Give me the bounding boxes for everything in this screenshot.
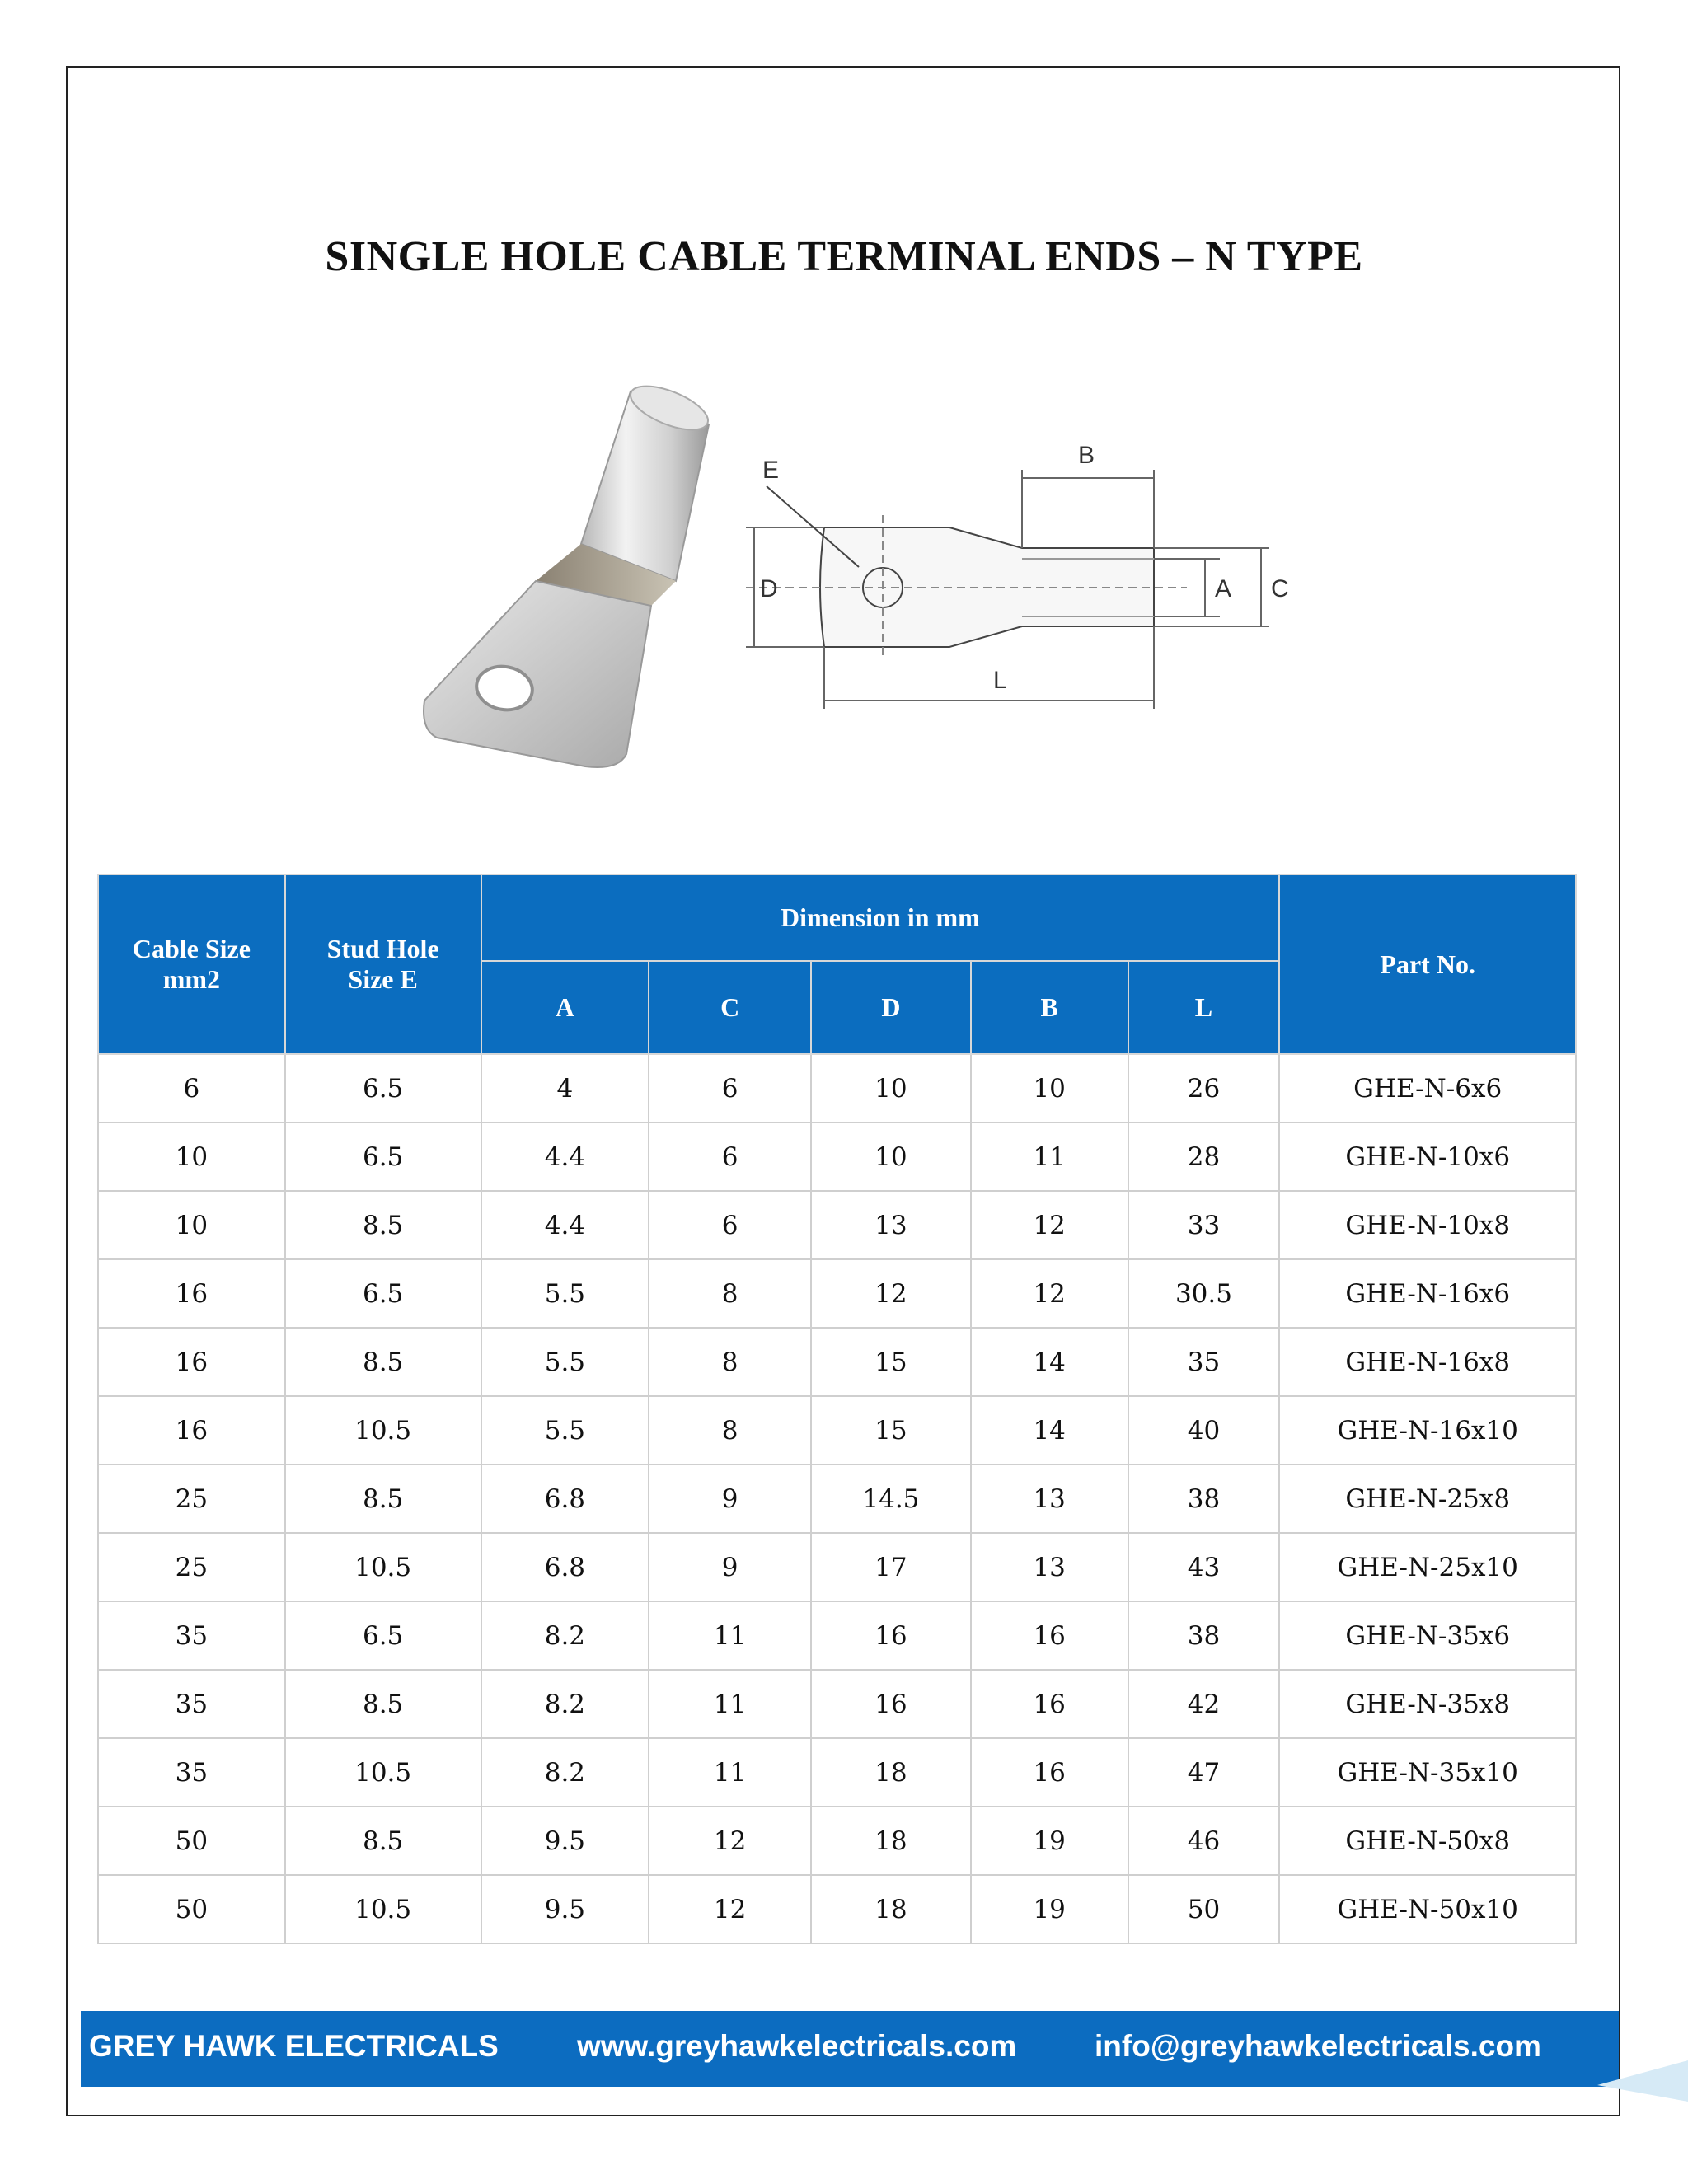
cell-dim-d: 18 xyxy=(811,1875,971,1943)
cell-dim-l: 50 xyxy=(1128,1875,1280,1943)
cell-dim-d: 15 xyxy=(811,1328,971,1396)
cell-dim-b: 19 xyxy=(971,1807,1128,1875)
table-body xyxy=(98,1054,1576,1943)
cell-part-no: GHE-N-16x8 xyxy=(1279,1328,1576,1396)
cell-cable-size: 35 xyxy=(98,1670,285,1738)
cell-dim-d: 16 xyxy=(811,1601,971,1670)
header-dimension-group: Dimension in mm xyxy=(481,874,1280,961)
cell-dim-a: 5.5 xyxy=(481,1259,649,1328)
cell-stud-hole: 6.5 xyxy=(285,1601,481,1670)
cell-dim-a: 8.2 xyxy=(481,1738,649,1807)
cell-dim-a: 4 xyxy=(481,1054,649,1122)
cell-dim-d: 18 xyxy=(811,1738,971,1807)
cell-dim-l: 43 xyxy=(1128,1533,1280,1601)
cell-cable-size: 50 xyxy=(98,1807,285,1875)
corner-decoration xyxy=(1597,2060,1688,2135)
cell-dim-l: 28 xyxy=(1128,1122,1280,1191)
cell-dim-b: 14 xyxy=(971,1328,1128,1396)
cell-dim-b: 19 xyxy=(971,1875,1128,1943)
cable-lug-photo xyxy=(404,375,734,771)
cell-dim-c: 11 xyxy=(649,1738,811,1807)
cell-part-no: GHE-N-50x10 xyxy=(1279,1875,1576,1943)
label-l: L xyxy=(993,667,1007,694)
header-dim-c: C xyxy=(649,961,811,1054)
page-title: SINGLE HOLE CABLE TERMINAL ENDS – N TYPE xyxy=(325,233,1363,280)
cell-stud-hole: 6.5 xyxy=(285,1259,481,1328)
cell-dim-b: 16 xyxy=(971,1601,1128,1670)
table-row xyxy=(98,1875,1576,1943)
cell-part-no: GHE-N-25x8 xyxy=(1279,1465,1576,1533)
cell-dim-c: 9 xyxy=(649,1533,811,1601)
cell-dim-d: 14.5 xyxy=(811,1465,971,1533)
cell-dim-d: 10 xyxy=(811,1054,971,1122)
cell-dim-b: 13 xyxy=(971,1533,1128,1601)
cell-dim-c: 12 xyxy=(649,1807,811,1875)
cell-stud-hole: 8.5 xyxy=(285,1191,481,1259)
cell-dim-b: 11 xyxy=(971,1122,1128,1191)
header-cable-size: Cable Size mm2 xyxy=(98,874,285,1054)
cell-cable-size: 25 xyxy=(98,1533,285,1601)
table-row xyxy=(98,1191,1576,1259)
cell-dim-a: 4.4 xyxy=(481,1191,649,1259)
cell-dim-a: 8.2 xyxy=(481,1670,649,1738)
cell-dim-d: 10 xyxy=(811,1122,971,1191)
footer-email[interactable]: info@greyhawkelectricals.com xyxy=(1095,2029,1541,2063)
cell-part-no: GHE-N-35x8 xyxy=(1279,1670,1576,1738)
cell-dim-l: 33 xyxy=(1128,1191,1280,1259)
cell-part-no: GHE-N-25x10 xyxy=(1279,1533,1576,1601)
cell-dim-a: 8.2 xyxy=(481,1601,649,1670)
cell-stud-hole: 10.5 xyxy=(285,1533,481,1601)
table-row xyxy=(98,1670,1576,1738)
table-row xyxy=(98,1533,1576,1601)
cell-part-no: GHE-N-35x10 xyxy=(1279,1738,1576,1807)
cell-part-no: GHE-N-35x6 xyxy=(1279,1601,1576,1670)
cell-part-no: GHE-N-10x6 xyxy=(1279,1122,1576,1191)
spec-table xyxy=(97,874,1577,1944)
cell-dim-l: 40 xyxy=(1128,1396,1280,1465)
cell-cable-size: 10 xyxy=(98,1122,285,1191)
cell-dim-c: 6 xyxy=(649,1122,811,1191)
cell-dim-b: 16 xyxy=(971,1738,1128,1807)
cell-dim-b: 10 xyxy=(971,1054,1128,1122)
label-a: A xyxy=(1215,575,1232,602)
cell-dim-d: 16 xyxy=(811,1670,971,1738)
footer-company: GREY HAWK ELECTRICALS xyxy=(89,2029,499,2063)
header-part-no: Part No. xyxy=(1279,874,1576,1054)
cell-cable-size: 16 xyxy=(98,1328,285,1396)
table-row xyxy=(98,1465,1576,1533)
cell-dim-l: 38 xyxy=(1128,1601,1280,1670)
table-row xyxy=(98,1396,1576,1465)
cell-dim-c: 8 xyxy=(649,1259,811,1328)
cell-part-no: GHE-N-16x6 xyxy=(1279,1259,1576,1328)
label-d: D xyxy=(760,575,778,602)
cell-dim-a: 6.8 xyxy=(481,1465,649,1533)
cell-dim-l: 47 xyxy=(1128,1738,1280,1807)
cell-cable-size: 6 xyxy=(98,1054,285,1122)
cell-cable-size: 25 xyxy=(98,1465,285,1533)
header-stud-hole: Stud Hole Size E xyxy=(285,874,481,1054)
cell-dim-a: 6.8 xyxy=(481,1533,649,1601)
cell-dim-c: 9 xyxy=(649,1465,811,1533)
cell-dim-a: 9.5 xyxy=(481,1875,649,1943)
cell-part-no: GHE-N-50x8 xyxy=(1279,1807,1576,1875)
label-e: E xyxy=(762,457,780,484)
cell-stud-hole: 8.5 xyxy=(285,1328,481,1396)
table-row xyxy=(98,1122,1576,1191)
table-row xyxy=(98,1054,1576,1122)
cell-dim-d: 12 xyxy=(811,1259,971,1328)
cell-dim-l: 30.5 xyxy=(1128,1259,1280,1328)
cell-dim-c: 6 xyxy=(649,1191,811,1259)
table-row xyxy=(98,1259,1576,1328)
cell-dim-b: 14 xyxy=(971,1396,1128,1465)
header-dim-l: L xyxy=(1128,961,1280,1054)
cell-stud-hole: 10.5 xyxy=(285,1396,481,1465)
cell-cable-size: 35 xyxy=(98,1738,285,1807)
cell-dim-d: 17 xyxy=(811,1533,971,1601)
cell-cable-size: 16 xyxy=(98,1396,285,1465)
footer-website[interactable]: www.greyhawkelectricals.com xyxy=(577,2029,1017,2063)
table-row xyxy=(98,1328,1576,1396)
cell-part-no: GHE-N-10x8 xyxy=(1279,1191,1576,1259)
table-row xyxy=(98,1738,1576,1807)
dimension-diagram xyxy=(725,437,1302,725)
cell-cable-size: 50 xyxy=(98,1875,285,1943)
table-row xyxy=(98,1807,1576,1875)
cell-dim-l: 42 xyxy=(1128,1670,1280,1738)
cell-dim-l: 26 xyxy=(1128,1054,1280,1122)
cell-dim-d: 15 xyxy=(811,1396,971,1465)
cell-stud-hole: 10.5 xyxy=(285,1738,481,1807)
cell-stud-hole: 8.5 xyxy=(285,1670,481,1738)
cell-dim-c: 6 xyxy=(649,1054,811,1122)
cell-dim-d: 18 xyxy=(811,1807,971,1875)
cell-dim-l: 38 xyxy=(1128,1465,1280,1533)
cell-cable-size: 10 xyxy=(98,1191,285,1259)
cell-dim-c: 11 xyxy=(649,1601,811,1670)
cell-dim-a: 9.5 xyxy=(481,1807,649,1875)
cell-dim-c: 12 xyxy=(649,1875,811,1943)
cell-dim-b: 13 xyxy=(971,1465,1128,1533)
cell-dim-b: 12 xyxy=(971,1259,1128,1328)
cell-cable-size: 35 xyxy=(98,1601,285,1670)
cell-part-no: GHE-N-16x10 xyxy=(1279,1396,1576,1465)
footer-bar xyxy=(81,2011,1619,2087)
cell-dim-c: 11 xyxy=(649,1670,811,1738)
header-dim-b: B xyxy=(971,961,1128,1054)
cell-dim-a: 5.5 xyxy=(481,1396,649,1465)
cell-dim-a: 5.5 xyxy=(481,1328,649,1396)
header-dim-a: A xyxy=(481,961,649,1054)
cell-dim-l: 46 xyxy=(1128,1807,1280,1875)
cell-stud-hole: 6.5 xyxy=(285,1122,481,1191)
cell-stud-hole: 8.5 xyxy=(285,1465,481,1533)
cell-stud-hole: 6.5 xyxy=(285,1054,481,1122)
cell-dim-d: 13 xyxy=(811,1191,971,1259)
header-dim-d: D xyxy=(811,961,971,1054)
cell-stud-hole: 10.5 xyxy=(285,1875,481,1943)
cell-dim-b: 12 xyxy=(971,1191,1128,1259)
table-row xyxy=(98,1601,1576,1670)
cell-dim-c: 8 xyxy=(649,1396,811,1465)
cell-stud-hole: 8.5 xyxy=(285,1807,481,1875)
cell-dim-b: 16 xyxy=(971,1670,1128,1738)
cell-part-no: GHE-N-6x6 xyxy=(1279,1054,1576,1122)
cell-dim-a: 4.4 xyxy=(481,1122,649,1191)
label-b: B xyxy=(1078,442,1095,469)
cell-dim-l: 35 xyxy=(1128,1328,1280,1396)
label-c: C xyxy=(1271,575,1289,602)
cell-cable-size: 16 xyxy=(98,1259,285,1328)
cell-dim-c: 8 xyxy=(649,1328,811,1396)
